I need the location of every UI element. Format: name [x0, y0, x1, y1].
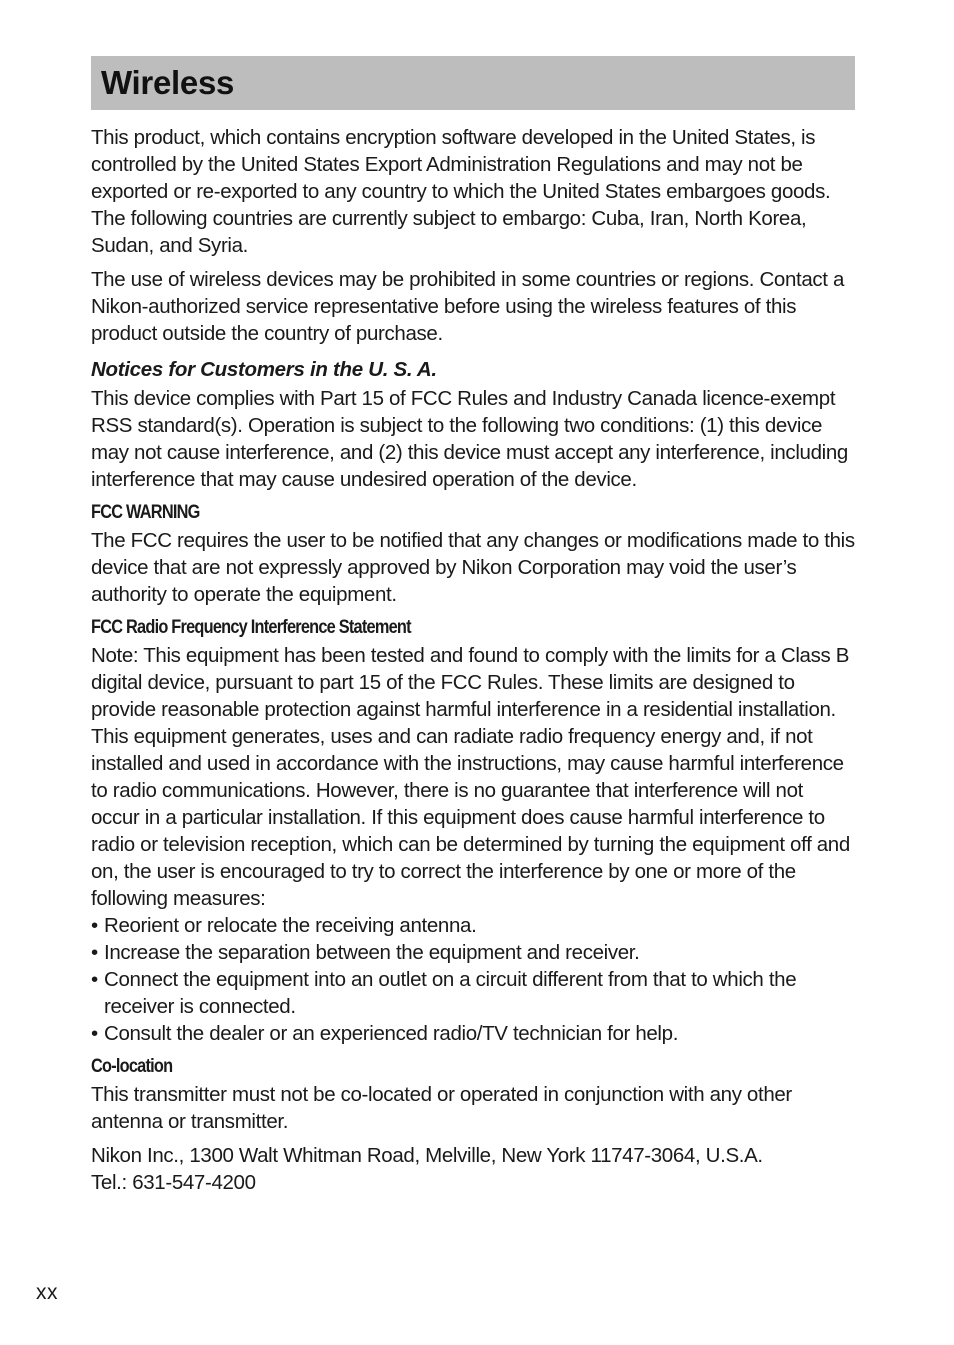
- bullet-glyph: •: [91, 914, 98, 937]
- list-item: [91, 939, 855, 966]
- bullet-glyph: •: [91, 941, 98, 964]
- document-page: [91, 56, 855, 1196]
- page-title: Wireless: [101, 64, 235, 101]
- bullet-glyph: •: [91, 968, 98, 991]
- list-item-text: Consult the dealer or an experienced radio/TV technician for help.: [104, 1022, 679, 1045]
- list-item-text: Increase the separation between the equipment and receiver.: [104, 941, 640, 964]
- intro-paragraph-export: This product, which contains encryption software developed in the United States, is controlled by the United States Export Administration Regulations and may not be exported or re-exported to any country to which the United States embargoes goods. The following countries are currently subject to embargo: Cuba, Iran, North Korea, Sudan, and Syria.: [91, 126, 831, 257]
- telephone-line: Tel.: 631-547-4200: [91, 1171, 256, 1194]
- usa-notice-text: This device complies with Part 15 of FCC Rules and Industry Canada licence-exempt RSS standard(s). Operation is subject to the following two conditions: (1) this device may not cause interference, and (2) this device must accept any interference, including interference that may cause undesired operation of the device.: [91, 387, 848, 491]
- list-item: [91, 912, 855, 939]
- colocation-heading: Co-location: [91, 1056, 173, 1077]
- section-title-bar: [91, 56, 855, 110]
- fcc-rf-text: Note: This equipment has been tested and found to comply with the limits for a Class B digital device, pursuant to part 15 of the FCC Rules. These limits are designed to provide reasonable protection against harmful interference in a residential installation. This equipment generates, uses and can radiate radio frequency energy and, if not installed and used in accordance with the instructions, may cause harmful interference to radio communications. However, there is no guarantee that interference will not occur in a particular installation. If this equipment does cause harmful interference to radio or television reception, which can be determined by turning the equipment off and on, the user is encouraged to try to correct the interference by one or more of the following measures:: [91, 644, 850, 910]
- fcc-warning-text: The FCC requires the user to be notified that any changes or modifications made to this device that are not expressly approved by Nikon Corporation may void the user’s authority to operate the equipment.: [91, 529, 855, 606]
- fcc-rf-heading: FCC Radio Frequency Interference Statement: [91, 617, 411, 638]
- bullet-glyph: •: [91, 1022, 98, 1045]
- list-item-text: Connect the equipment into an outlet on a circuit different from that to which the receiver is connected.: [104, 968, 797, 1018]
- address-block: [91, 1142, 855, 1196]
- usa-notice-heading: Notices for Customers in the U. S. A.: [91, 358, 437, 381]
- list-item: [91, 1020, 855, 1047]
- page-number: xx: [36, 1281, 58, 1304]
- fcc-measures-list: [91, 912, 855, 1047]
- fcc-warning-heading: FCC WARNING: [91, 502, 200, 523]
- colocation-text: This transmitter must not be co-located or operated in conjunction with any other antenna or transmitter.: [91, 1083, 792, 1133]
- intro-paragraph-wireless-use: The use of wireless devices may be prohibited in some countries or regions. Contact a Nikon-authorized service representative before using the wireless features of this product outside the country of purchase.: [91, 268, 845, 345]
- list-item: [91, 966, 855, 1020]
- address-line: Nikon Inc., 1300 Walt Whitman Road, Melville, New York 11747-3064, U.S.A.: [91, 1144, 763, 1167]
- list-item-text: Reorient or relocate the receiving antenna.: [104, 914, 477, 937]
